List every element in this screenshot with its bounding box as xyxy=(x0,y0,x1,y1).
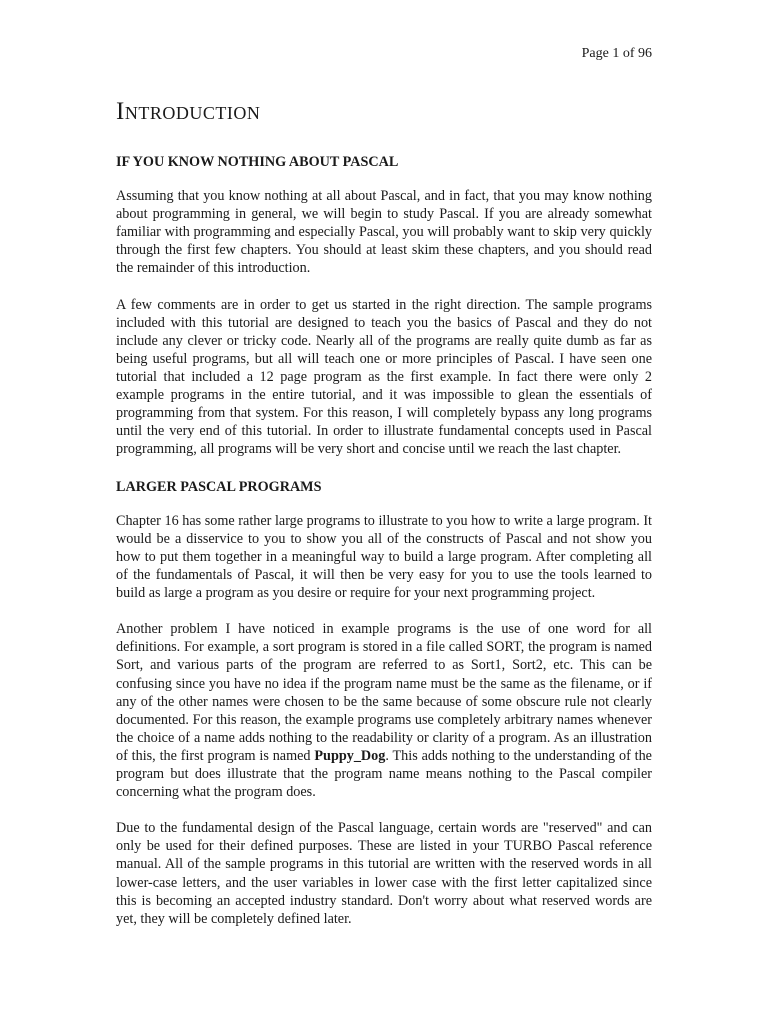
paragraph-another-problem xyxy=(116,620,652,800)
page-content xyxy=(116,94,652,946)
paragraph-reserved-words: Due to the fundamental design of the Pascal language, certain words are "reserved" and can only be used for their defined purposes. These are listed in your TURBO Pascal reference manual. All of the sample programs in this tutorial are written with the reserved words in all lower-case letters, and the user variables in lower case with the first letter capitalized since this is becoming an accepted industry standard. Don't worry about what reserved words are yet, they will be completely defined later. xyxy=(116,820,652,927)
program-name-puppy-dog: Puppy_Dog xyxy=(314,747,386,764)
paragraph-assuming: Assuming that you know nothing at all about Pascal, and in fact, that you may know nothing about programming in general, we will begin to study Pascal. If you are already somewhat familiar with programming and especially Pascal, you will probably want to skip very quickly through the first few chapters. You should at least skim these chapters, and you should read the remainder of this introduction. xyxy=(116,188,652,277)
section-heading-larger-programs: LARGER PASCAL PROGRAMS xyxy=(116,478,322,495)
paragraph-another-problem-text: Another problem I have noticed in example programs is the use of one word for all definitions. For example, a sort program is stored in a file called SORT, the program is named Sort, and various parts of the program are referred to as Sort1, Sort2, etc. This can be confusing since you have no idea if the program name must be the same as the filename, or if any of the other names were chosen to be the same because of some obscure rule not clearly documented. For this reason, the example programs use completely arbitrary names whenever the choice of a name adds nothing to the readability or clarity of a program. As an illustration of this, the first program is named xyxy=(116,621,652,764)
page-number: Page 1 of 96 xyxy=(581,46,652,61)
paragraph-chapter-16: Chapter 16 has some rather large programs to illustrate to you how to write a large program. It would be a disservice to you to show you all of the constructs of Pascal and not show you how to put them together in a meaningful way to build a large program. After completing all of the fundamentals of Pascal, it will then be very easy for you to use the tools learned to build as large a program as you desire or require for your next programming project. xyxy=(116,512,652,601)
paragraph-another-problem-text-end: . This adds nothing to the understanding of the program but does illustrate that the program name means nothing to the Pascal compiler concerning what the program does. xyxy=(116,747,652,800)
page-title: Introduction xyxy=(116,98,261,125)
section-heading-know-nothing: IF YOU KNOW NOTHING ABOUT PASCAL xyxy=(116,154,399,170)
paragraph-few-comments: A few comments are in order to get us started in the right direction. The sample programs included with this tutorial are designed to teach you the basics of Pascal and they do not include any clever or tricky code. Nearly all of the programs are really quite dumb as far as being useful programs, but all will teach one or more principles of Pascal. I have seen one tutorial that included a 12 page program as the first example. In fact there were only 2 example programs in the entire tutorial, and it was impossible to glean the essentials of programming from that system. For this reason, I will completely bypass any long programs until the very end of this tutorial. In order to illustrate fundamental concepts used in Pascal programming, all programs will be very short and concise until we reach the last chapter. xyxy=(116,296,652,458)
